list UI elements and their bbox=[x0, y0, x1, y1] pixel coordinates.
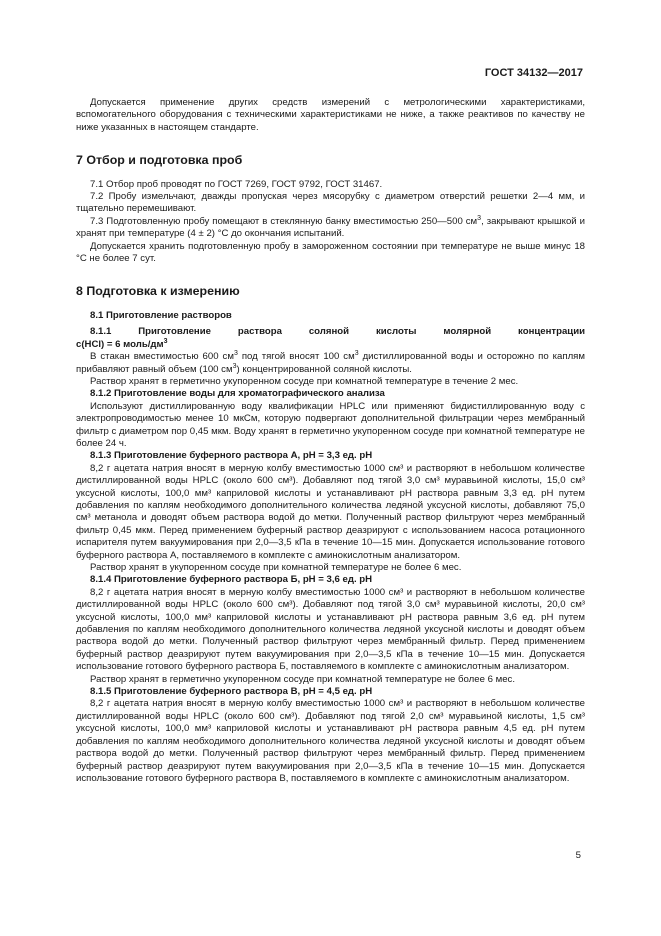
paragraph-7-1: 7.1 Отбор проб проводят по ГОСТ 7269, ГОСТ 9792, ГОСТ 31467. bbox=[90, 178, 383, 190]
heading-8-1-4: 8.1.4 Приготовление буферного раствора Б, pH = 3,6 ед. pH bbox=[90, 574, 373, 586]
page-content bbox=[76, 97, 585, 785]
section-7-heading: 7 Отбор и подготовка проб bbox=[76, 153, 243, 168]
heading-8-1-5: 8.1.5 Приготовление буферного раствора В, pH = 4,5 ед. pH bbox=[90, 686, 373, 698]
paragraph-8-1-2: Используют дистиллированную воду квалификации HPLC или применяют бидистиллированную воду с электропроводимостью менее 10 мкСм, которую подвергают дополнительной фильтрации через мембранный фильтр с диаметром пор 0,45 мкм. Воду хранят в герметично укупоренном сосуде при комнатной температуре не более 24 ч. bbox=[76, 400, 585, 449]
paragraph-7-4: Допускается хранить подготовленную пробу в замороженном состоянии при температуре не выше минус 18 °С не более 7 сут. bbox=[76, 240, 585, 265]
standard-number: ГОСТ 34132—2017 bbox=[484, 67, 583, 79]
paragraph-7-3: 7.3 Подготовленную пробу помещают в стеклянную банку вместимостью 250—500 $см^3$, закрывают крышкой и хранят при температуре (4 ± 2) °С до окончания испытаний. bbox=[76, 214, 585, 240]
paragraph-8-1-1-storage: Раствор хранят в герметично укупоренном сосуде при комнатной температуре в течение 2 мес. bbox=[90, 375, 519, 387]
intro-paragraph: Допускается применение других средств измерений с метрологическими характеристиками, вспомогательного оборудования с техническими характеристиками не ниже, а также реактивов по качеству не ниже указанных в настоящем стандарте. bbox=[76, 97, 585, 133]
heading-8-1-1-formula: c(HCl) = 6 моль/$дм^3$ bbox=[76, 337, 168, 350]
paragraph-8-1-4-storage: Раствор хранят в герметично укупоренном сосуде при комнатной температуре не более 6 мес. bbox=[90, 673, 515, 685]
heading-8-1: 8.1 Приготовление растворов bbox=[90, 309, 232, 321]
heading-8-1-1: 8.1.1 Приготовление раствора соляной кислоты молярной концентрации bbox=[90, 326, 585, 338]
heading-8-1-2: 8.1.2 Приготовление воды для хроматографического анализа bbox=[90, 388, 385, 400]
paragraph-8-1-5: 8,2 г ацетата натрия вносят в мерную колбу вместимостью 1000 см³ и растворяют в небольшом количестве дистиллированной воды HPLC (около 600 см³). Добавляют под тягой 2,0 см³ муравьиной кислоты, 1,5 см³ уксусной кислоты, 100,0 мм³ каприловой кислоты и устанавливают pH раствора равным 4,5 ед. pH путем добавления по каплям необходимого дополнительного количества ледяной уксусной кислоты и доводят объем раствора водой до метки. Полученный раствор фильтруют через мембранный фильтр. Перед применением буферный раствор деазрируют путем вакуумирования при 2,0—3,5 кПа в течение 10—15 мин. Допускается использование готового буферного раствора В, поставляемого в комплекте с аминокислотным анализатором. bbox=[76, 698, 585, 784]
paragraph-8-1-4: 8,2 г ацетата натрия вносят в мерную колбу вместимостью 1000 см³ и растворяют в небольшом количестве дистиллированной воды HPLC (около 600 см³). Добавляют под тягой 3,0 см³ муравьиной кислоты, 20,0 см³ уксусной кислоты, 100,0 мм³ каприловой кислоты и устанавливают pH раствора равным 3,6 ед. pH путем добавления по каплям необходимого дополнительного количества ледяной уксусной кислоты и доводят объем раствора водой до метки. Полученный раствор фильтруют через мембранный фильтр. Перед применением буферный раствор деазрируют путем вакуумирования при 2,0—3,5 кПа в течение 10—15 мин. Допускается использование готового буферного раствора Б, поставляемого в комплекте с аминокислотным анализатором. bbox=[76, 586, 585, 673]
page-number: 5 bbox=[575, 850, 581, 861]
paragraph-8-1-3: 8,2 г ацетата натрия вносят в мерную колбу вместимостью 1000 см³ и растворяют в небольшом количестве дистиллированной воды HPLC (около 600 см³). Добавляют под тягой 3,0 см³ муравьиной кислоты, 15,0 см³ уксусной кислоты, 100,0 мм³ каприловой кислоты и устанавливают pH раствора равным 3,3 ед. pH путем добавления по каплям необходимого дополнительного количества ледяной уксусной кислоты, добавляют 75,0 см³ метанола и доводят объем раствора водой до метки. Полученный раствор фильтруют через мембранный фильтр 0,45 мкм. Перед применением буферный раствор деазрируют с использованием насоса ротационного испарителя путем вакуумирования при 2,0—3,5 кПа в течение 10—15 мин. Допускается использование готового буферного раствора А, поставляемого в комплекте с аминокислотным анализатором. bbox=[76, 462, 585, 561]
section-8-heading: 8 Подготовка к измерению bbox=[76, 284, 240, 299]
heading-8-1-3: 8.1.3 Приготовление буферного раствора А, pH = 3,3 ед. pH bbox=[90, 450, 373, 462]
paragraph-8-1-3-storage: Раствор хранят в укупоренном сосуде при комнатной температуре не более 6 мес. bbox=[90, 562, 462, 573]
paragraph-8-1-1: В стакан вместимостью 600 $см^3$ под тягой вносят 100 $см^3$ дистиллированной воды и осторожно по каплям прибавляют равный объем (100 $см^3$) концентрированной соляной кислоты. bbox=[76, 350, 585, 375]
paragraph-7-2: 7.2 Пробу измельчают, дважды пропуская через мясорубку с диаметром отверстий решетки 2—4 мм, и тщательно перемешивают. bbox=[76, 191, 585, 215]
